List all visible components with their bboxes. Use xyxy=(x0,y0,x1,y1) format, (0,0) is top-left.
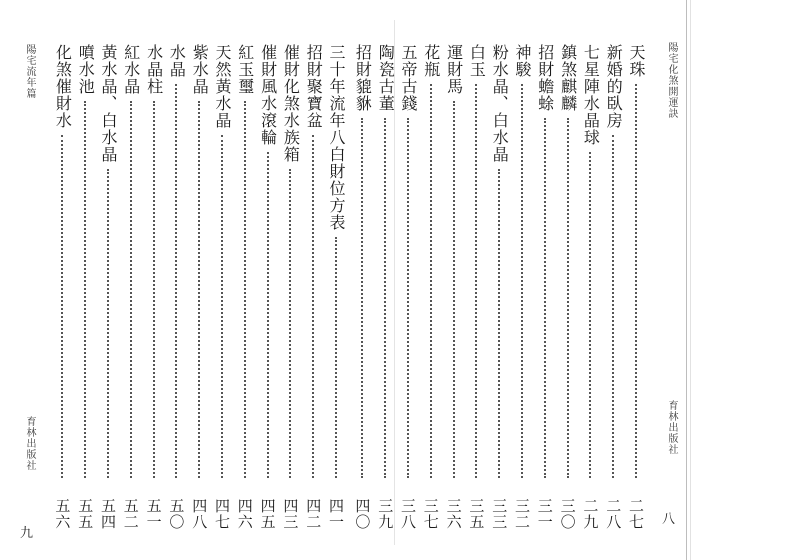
toc-entry-page: 四三 xyxy=(281,498,300,530)
toc-entry-title: 七星陣水晶球 xyxy=(581,44,601,146)
toc-entry-page: 五一 xyxy=(144,498,163,530)
toc-entry-page: 四八 xyxy=(190,498,209,530)
toc-leader-dots xyxy=(521,84,523,478)
toc-entry xyxy=(397,44,419,530)
toc-leader-dots xyxy=(430,84,432,478)
page-number-left: 九 xyxy=(20,526,34,541)
toc-entry-page: 五二 xyxy=(121,498,140,530)
toc-entry xyxy=(74,44,96,530)
toc-entry-title: 白玉 xyxy=(467,44,487,78)
toc-entry-page: 五六 xyxy=(53,498,72,530)
running-header-left: 陽宅流年篇 xyxy=(24,44,35,99)
toc-entry-title: 水晶柱 xyxy=(144,44,164,95)
toc-entry-title: 水晶 xyxy=(167,44,187,78)
toc-entry xyxy=(443,44,465,530)
toc-entry-page: 二七 xyxy=(627,498,645,530)
toc-entry xyxy=(351,44,373,530)
toc-entry-title: 天然黃水晶 xyxy=(213,44,232,129)
toc-entry-page: 三六 xyxy=(444,498,463,530)
running-header-right: 陽宅化煞開運訣 xyxy=(666,42,677,119)
toc-leader-dots xyxy=(407,118,409,478)
toc-entry-page: 五四 xyxy=(99,498,117,530)
toc-entry xyxy=(234,44,256,530)
toc-leader-dots xyxy=(130,101,132,478)
toc-leader-dots xyxy=(267,152,269,478)
toc-leader-dots xyxy=(107,169,109,478)
toc-entry xyxy=(534,44,556,530)
toc-entry-title: 招財貔貅 xyxy=(353,44,373,112)
toc-entry-page: 四六 xyxy=(235,498,254,530)
toc-leader-dots xyxy=(61,135,63,478)
toc-entry-title: 運財馬 xyxy=(444,44,464,95)
toc-entry-page: 三三 xyxy=(490,498,509,530)
toc-entry xyxy=(511,44,533,530)
toc-leader-dots xyxy=(153,101,155,478)
toc-entry-page: 三二 xyxy=(513,498,531,530)
toc-entry-title: 噴水池 xyxy=(76,44,96,95)
toc-entry-title: 花瓶 xyxy=(421,44,441,78)
toc-entry-title: 紅水晶 xyxy=(121,44,141,95)
toc-entry xyxy=(557,44,579,530)
toc-entry-title: 紫水晶 xyxy=(190,44,210,95)
toc-entry-title: 紅玉璽 xyxy=(235,44,255,95)
toc-entry-title: 黃水晶、白水晶 xyxy=(99,44,118,163)
toc-entry-title: 粉水晶、白水晶 xyxy=(490,44,510,163)
toc-leader-dots xyxy=(198,101,200,478)
toc-entry-page: 三〇 xyxy=(558,498,577,530)
toc-leader-dots xyxy=(612,135,614,478)
toc-entry-title: 新婚的臥房 xyxy=(604,44,624,129)
toc-entry-page: 三八 xyxy=(399,498,417,530)
toc-entry-page: 三七 xyxy=(421,498,440,530)
toc-entry-page: 四〇 xyxy=(353,498,372,530)
toc-entry xyxy=(211,44,233,530)
toc-entry xyxy=(188,44,210,530)
toc-entry-page: 三一 xyxy=(535,498,554,530)
toc-entry-title: 神駿 xyxy=(513,44,532,78)
page-edge xyxy=(686,0,687,560)
toc-entry-title: 天珠 xyxy=(627,44,646,78)
toc-entry-page: 三五 xyxy=(467,498,486,530)
toc-leader-dots xyxy=(244,101,246,478)
toc-entry xyxy=(120,44,142,530)
page-number-right: 八 xyxy=(662,512,676,527)
toc-entry-title: 招財蟾蜍 xyxy=(535,44,555,112)
toc-leader-dots xyxy=(221,135,223,478)
toc-entry-page: 四五 xyxy=(258,498,277,530)
toc-entry-page: 四二 xyxy=(304,498,323,530)
toc-entry xyxy=(257,44,279,530)
toc-entry xyxy=(302,44,324,530)
toc-leader-dots xyxy=(312,135,314,478)
publisher-right: 育林出版社 xyxy=(666,400,677,455)
toc-leader-dots xyxy=(498,169,500,478)
toc-entry-page: 四七 xyxy=(213,498,231,530)
toc-leader-dots xyxy=(567,118,569,478)
toc-entry xyxy=(325,44,347,530)
toc-leader-dots xyxy=(544,118,546,478)
toc-entry xyxy=(165,44,187,530)
toc-entry-title: 三十年流年八白財位方表 xyxy=(327,44,346,231)
toc-leader-dots xyxy=(84,101,86,478)
toc-entry-title: 鎮煞麒麟 xyxy=(558,44,578,112)
toc-leader-dots xyxy=(289,169,291,478)
toc-leader-dots xyxy=(384,118,386,478)
toc-entry xyxy=(97,44,119,530)
toc-leader-dots xyxy=(475,84,477,478)
publisher-left: 育林出版社 xyxy=(24,416,35,471)
toc-leader-dots xyxy=(335,237,337,478)
toc-entry-title: 招財聚寶盆 xyxy=(304,44,324,129)
toc-entry-title: 陶瓷古董 xyxy=(376,44,396,112)
toc-entry-title: 化煞催財水 xyxy=(53,44,73,129)
toc-entry-page: 二九 xyxy=(581,498,600,530)
toc-entry xyxy=(143,44,165,530)
toc-leader-dots xyxy=(589,152,591,478)
toc-entry-title: 催財風水滾輪 xyxy=(258,44,278,146)
toc-leader-dots xyxy=(453,101,455,478)
toc-entry xyxy=(279,44,301,530)
toc-entry xyxy=(374,44,396,530)
toc-entry-page: 三九 xyxy=(376,498,395,530)
toc-entry-page: 二八 xyxy=(604,498,623,530)
toc-entry-title: 五帝古錢 xyxy=(399,44,418,112)
toc-leader-dots xyxy=(635,84,637,478)
toc-leader-dots xyxy=(361,118,363,478)
toc-entry xyxy=(488,44,510,530)
toc-entry xyxy=(579,44,601,530)
toc-entry xyxy=(625,44,647,530)
toc-entry xyxy=(465,44,487,530)
toc-entry-title: 催財化煞水族箱 xyxy=(281,44,301,163)
toc-entry xyxy=(420,44,442,530)
toc-leader-dots xyxy=(175,84,177,478)
toc-entry-page: 五五 xyxy=(76,498,95,530)
toc-entry-page: 四一 xyxy=(327,498,345,530)
toc-entry xyxy=(602,44,624,530)
toc-entry-page: 五〇 xyxy=(167,498,186,530)
page-edge-shadow xyxy=(690,0,691,560)
toc-entry xyxy=(51,44,73,530)
